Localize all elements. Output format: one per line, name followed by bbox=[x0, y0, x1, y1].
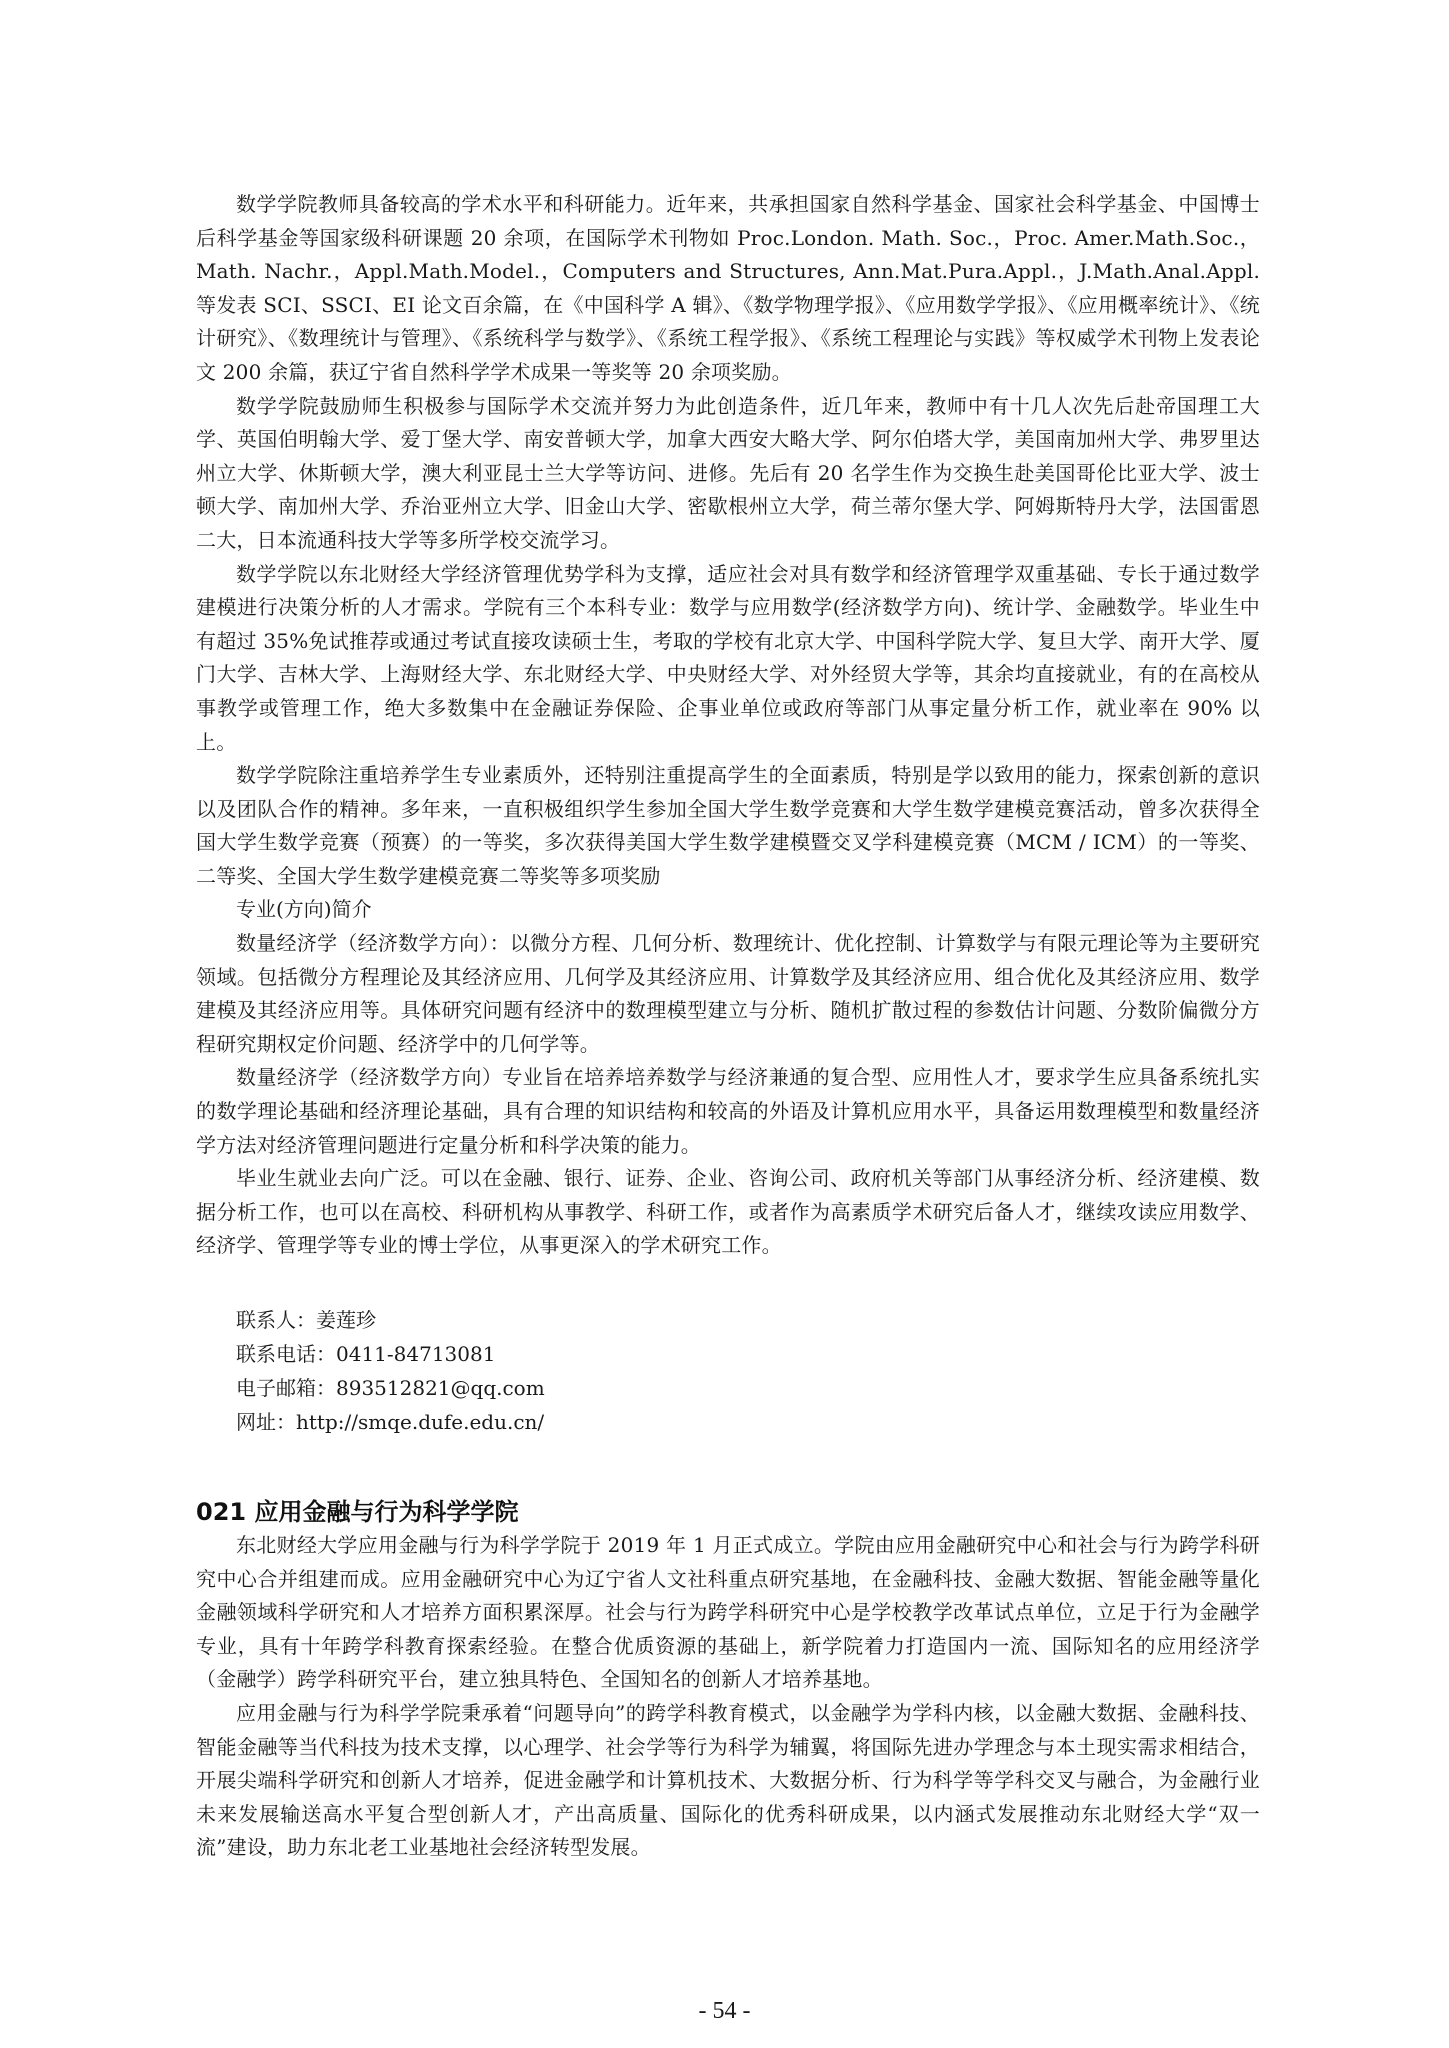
paragraph-school-intro: 东北财经大学应用金融与行为科学学院于 2019 年 1 月正式成立。学院由应用金融研究中心和社会与行为跨学科研究中心合并组建而成。应用金融研究中心为辽宁省人文社科重点研究基地，在金融科技、金融大数据、智能金融等量化金融领域科学研究和人才培养方面积累深厚。社会与行为跨学科研究中心是学校教学改革试点单位，立足于行为金融学专业，具有十年跨学科教育探索经验。在整合优质资源的基础上，新学院着力打造国内一流、国际知名的应用经济学（金融学）跨学科研究平台，建立独具特色、全国知名的创新人才培养基地。 bbox=[196, 1533, 1260, 1692]
paragraph-major-goals: 数量经济学（经济数学方向）专业旨在培养培养数学与经济兼通的复合型、应用性人才，要求学生应具备系统扎实的数学理论基础和经济理论基础，具有合理的知识结构和较高的外语及计算机应用水平，具备运用数理模型和数量经济学方法对经济管理问题进行定量分析和科学决策的能力。 bbox=[196, 1065, 1260, 1157]
paragraph-programs: 数学学院以东北财经大学经济管理优势学科为支撑，适应社会对具有数学和经济管理学双重基础、专长于通过数学建模进行决策分析的人才需求。学院有三个本科专业：数学与应用数学(经济数学方向)、统计学、金融数学。毕业生中有超过 35%免试推荐或通过考试直接攻读硕士生，考取的学校有北京大学、中国科学院大学、复旦大学、南开大学、厦门大学、吉林大学、上海财经大学、东北财经大学、中央财经大学、对外经贸大学等，其余均直接就业，有的在高校从事教学或管理工作，绝大多数集中在金融证券保险、企事业单位或政府等部门从事定量分析工作，就业率在 90% 以上。 bbox=[196, 561, 1260, 754]
major-subheading: 专业(方向)简介 bbox=[236, 897, 372, 922]
paragraph-major-fields: 数量经济学（经济数学方向）：以微分方程、几何分析、数理统计、优化控制、计算数学与有限元理论等为主要研究领域。包括微分方程理论及其经济应用、几何学及其经济应用、计算数学及其经济应用、组合优化及其经济应用、数学建模及其经济应用等。具体研究问题有经济中的数理模型建立与分析、随机扩散过程的参数估计问题、分数阶偏微分方程研究期权定价问题、经济学中的几何学等。 bbox=[196, 931, 1260, 1056]
paragraph-employment: 毕业生就业去向广泛。可以在金融、银行、证券、企业、咨询公司、政府机关等部门从事经济分析、经济建模、数据分析工作，也可以在高校、科研机构从事教学、科研工作，或者作为高素质学术研究后备人才，继续攻读应用数学、经济学、管理学等专业的博士学位，从事更深入的学术研究工作。 bbox=[196, 1166, 1260, 1258]
page-content bbox=[196, 188, 1260, 1865]
section-heading: 021 应用金融与行为科学学院 bbox=[196, 1498, 519, 1526]
contact-person: 联系人：姜莲珍 bbox=[236, 1308, 376, 1332]
page-number: - 54 - bbox=[698, 1998, 751, 2024]
paragraph-school-mission: 应用金融与行为科学学院秉承着“问题导向”的跨学科教育模式，以金融学为学科内核，以金融大数据、金融科技、智能金融等当代科技为技术支撑，以心理学、社会学等行为科学为辅翼，将国际先进办学理念与本土现实需求相结合，开展尖端科学研究和创新人才培养，促进金融学和计算机技术、大数据分析、行为科学等学科交叉与融合，为金融行业未来发展输送高水平复合型创新人才，产出高质量、国际化的优秀科研成果，以内涵式发展推动东北财经大学“双一流”建设，助力东北老工业基地社会经济转型发展。 bbox=[196, 1700, 1260, 1860]
paragraph-exchange: 数学学院鼓励师生积极参与国际学术交流并努力为此创造条件，近几年来，教师中有十几人次先后赴帝国理工大学、英国伯明翰大学、爱丁堡大学、南安普顿大学，加拿大西安大略大学、阿尔伯塔大学，美国南加州大学、弗罗里达州立大学、休斯顿大学，澳大利亚昆士兰大学等访问、进修。先后有 20 名学生作为交换生赴美国哥伦比亚大学、波士顿大学、南加州大学、乔治亚州立大学、旧金山大学、密歇根州立大学，荷兰蒂尔堡大学、阿姆斯特丹大学，法国雷恩二大，日本流通科技大学等多所学校交流学习。 bbox=[196, 393, 1260, 552]
paragraph-research: 数学学院教师具备较高的学术水平和科研能力。近年来，共承担国家自然科学基金、国家社会科学基金、中国博士后科学基金等国家级科研课题 20 余项，在国际学术刊物如 Proc.London. Math. Soc.，Proc. Amer.Math.Soc.，Math. Nachr.，Appl.Math.Model.，Computers and Structures, Ann.Mat.Pura.Appl.，J.Math.Anal.Appl. 等发表 SCI、SSCI、EI 论文百余篇，在《中国科学 A 辑》、《数学物理学报》、《应用数学学报》、《应用概率统计》、《统计研究》、《数理统计与管理》、《系统科学与数学》、《系统工程学报》、《系统工程理论与实践》等权威学术刊物上发表论文 200 余篇，获辽宁省自然科学学术成果一等奖等 20 余项奖励。 bbox=[196, 192, 1260, 384]
contact-block bbox=[196, 1303, 1260, 1439]
contact-phone: 联系电话：0411-84713081 bbox=[236, 1342, 496, 1366]
paragraph-competitions: 数学学院除注重培养学生专业素质外，还特别注重提高学生的全面素质，特别是学以致用的能力，探索创新的意识以及团队合作的精神。多年来，一直积极组织学生参加全国大学生数学竞赛和大学生数学建模竞赛活动，曾多次获得全国大学生数学竞赛（预赛）的一等奖，多次获得美国大学生数学建模暨交叉学科建模竞赛（MCM / ICM）的一等奖、二等奖、全国大学生数学建模竞赛二等奖等多项奖励 bbox=[196, 763, 1260, 888]
contact-website: 网址：http://smqe.dufe.edu.cn/ bbox=[236, 1410, 545, 1434]
contact-email: 电子邮箱：893512821@qq.com bbox=[236, 1376, 545, 1400]
